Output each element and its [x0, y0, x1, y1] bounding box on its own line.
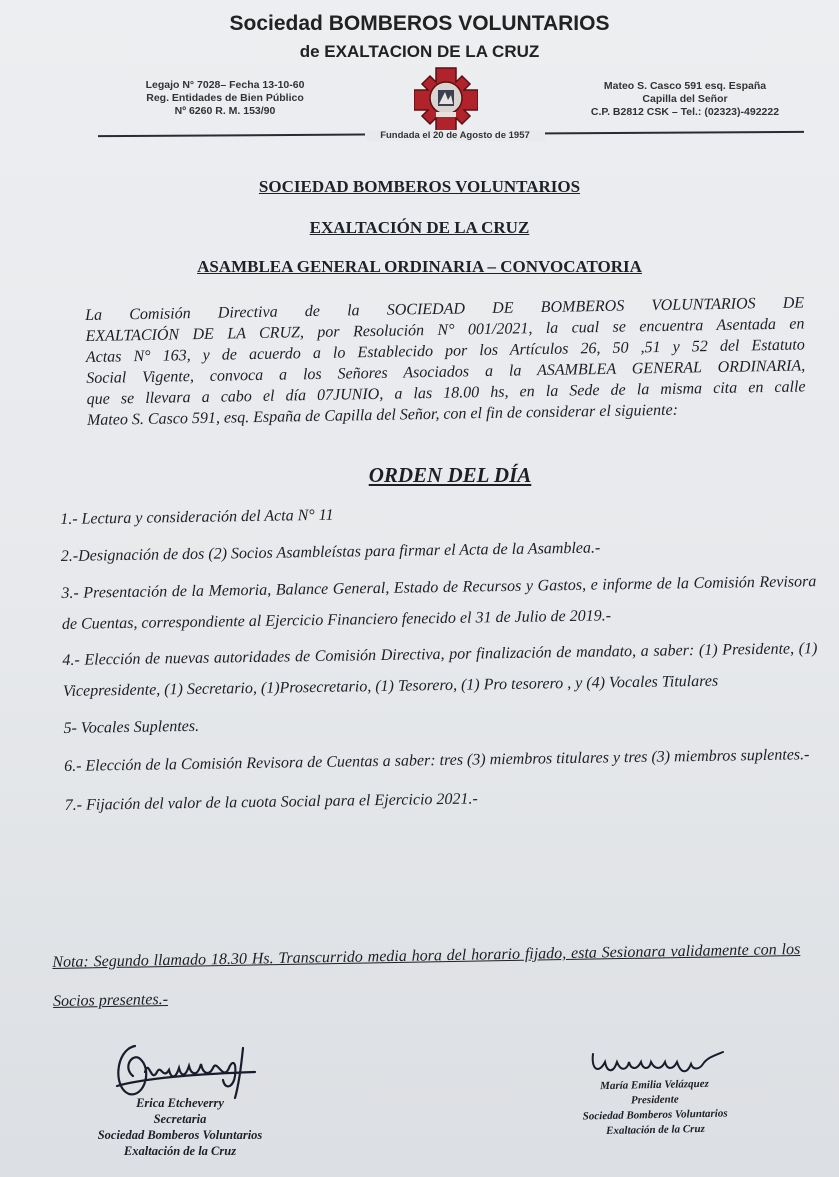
president-place: Exaltación de la Cruz [605, 1122, 705, 1138]
paragraph-line: que se llevara a cabo el día 07JUNIO, a las 18.00 hs, en la Sede de la misma cita en calle [86, 378, 806, 408]
president-role: Presidente [630, 1093, 679, 1107]
letterhead-subname: de EXALTACION DE LA CRUZ [299, 42, 540, 61]
second-call-note: Nota: Segundo llamado 18.30 Hs. Transcurrido media hora del horario fijado, esta Sesionara validamente con los Socios presentes.- [52, 940, 801, 1010]
title-locality: EXALTACIÓN DE LA CRUZ [309, 218, 530, 237]
founded-date: Fundada el 20 de Agosto de 1957 [365, 130, 545, 141]
agenda-item: 4.- Elección de nuevas autoridades de Comisión Directiva, por finalización de mandato, a saber: (1) Presidente, (1) Vicepresidente, (1) Secretario, (1)Prosecretario, (1) Tesorero, (1) Pro tesorero , y (4) Vocales Titulares [62, 640, 818, 700]
secretary-signature-block [60, 1095, 300, 1159]
paragraph-line: Actas N° 163, y de acuerdo a lo Establecido por los Artículos 26, 50 ,51 y 52 del Estatuto [85, 336, 805, 366]
secretary-role: Secretaria [153, 1112, 207, 1126]
president-org: Sociedad Bomberos Voluntarios [582, 1107, 728, 1123]
agenda-item: 2.-Designación de dos (2) Socios Asambleístas para firmar el Acta de la Asamblea.- [60, 539, 601, 565]
agenda-item: 5- Vocales Suplentes. [63, 717, 200, 737]
agenda-item: 7.- Fijación del valor de la cuota Social para el Ejercicio 2021.- [64, 790, 478, 814]
letterhead-name: Sociedad BOMBEROS VOLUNTARIOS [229, 12, 610, 35]
registration-line: Reg. Entidades de Bien Público [146, 92, 304, 104]
title-assembly: ASAMBLEA GENERAL ORDINARIA – CONVOCATORIA [197, 257, 642, 276]
agenda-heading: ORDEN DEL DÍA [368, 463, 532, 487]
president-signature-block [539, 1076, 770, 1141]
address-line: C.P. B2812 CSK – Tel.: (02323)-492222 [590, 106, 780, 118]
address-line: Mateo S. Casco 591 esq. España [603, 80, 767, 92]
secretary-name: Erica Etcheverry [136, 1096, 224, 1110]
letterhead-registration [120, 79, 330, 118]
president-signature-icon [585, 1040, 730, 1080]
agenda-item: 3.- Presentación de la Memoria, Balance General, Estado de Recursos y Gastos, e informe de la Comisión Revisora de Cuentas, correspondiente al Ejercicio Financiero fenecido el 31 de Julio de 2019.- [61, 573, 817, 633]
secretary-org: Sociedad Bomberos Voluntarios [97, 1128, 263, 1142]
firefighter-cross-emblem-icon [414, 66, 478, 130]
title-society: SOCIEDAD BOMBEROS VOLUNTARIOS [258, 177, 581, 196]
letterhead-address [570, 80, 800, 119]
agenda-item: 6.- Elección de la Comisión Revisora de Cuentas a saber: tres (3) miembros titulares y tres (3) miembros suplentes.- [63, 746, 810, 775]
secretary-place: Exaltación de la Cruz [123, 1144, 237, 1158]
paragraph-line: Mateo S. Casco 591, esq. España de Capilla del Señor, con el fin de considerar el siguiente: [86, 401, 679, 429]
agenda-item: 1.- Lectura y consideración del Acta N° 11 [60, 506, 334, 528]
president-name: María Emilia Velázquez [599, 1077, 710, 1093]
paragraph-line: La Comisión Directiva de la SOCIEDAD DE BOMBEROS VOLUNTARIOS DE [85, 294, 805, 324]
address-line: Capilla del Señor [642, 93, 728, 105]
paragraph-line: EXALTACIÓN DE LA CRUZ, por Resolución N° 001/2021, la cual se encuentra Asentada en [85, 315, 805, 345]
registration-line: Nº 6260 R. M. 153/90 [174, 105, 276, 117]
convocation-paragraph [85, 292, 806, 431]
agenda-list [60, 492, 820, 821]
paragraph-line: Social Vigente, convoca a los Señores Asociados a la ASAMBLEA GENERAL ORDINARIA, [86, 357, 806, 387]
registration-line: Legajo N° 7028– Fecha 13-10-60 [145, 79, 305, 91]
